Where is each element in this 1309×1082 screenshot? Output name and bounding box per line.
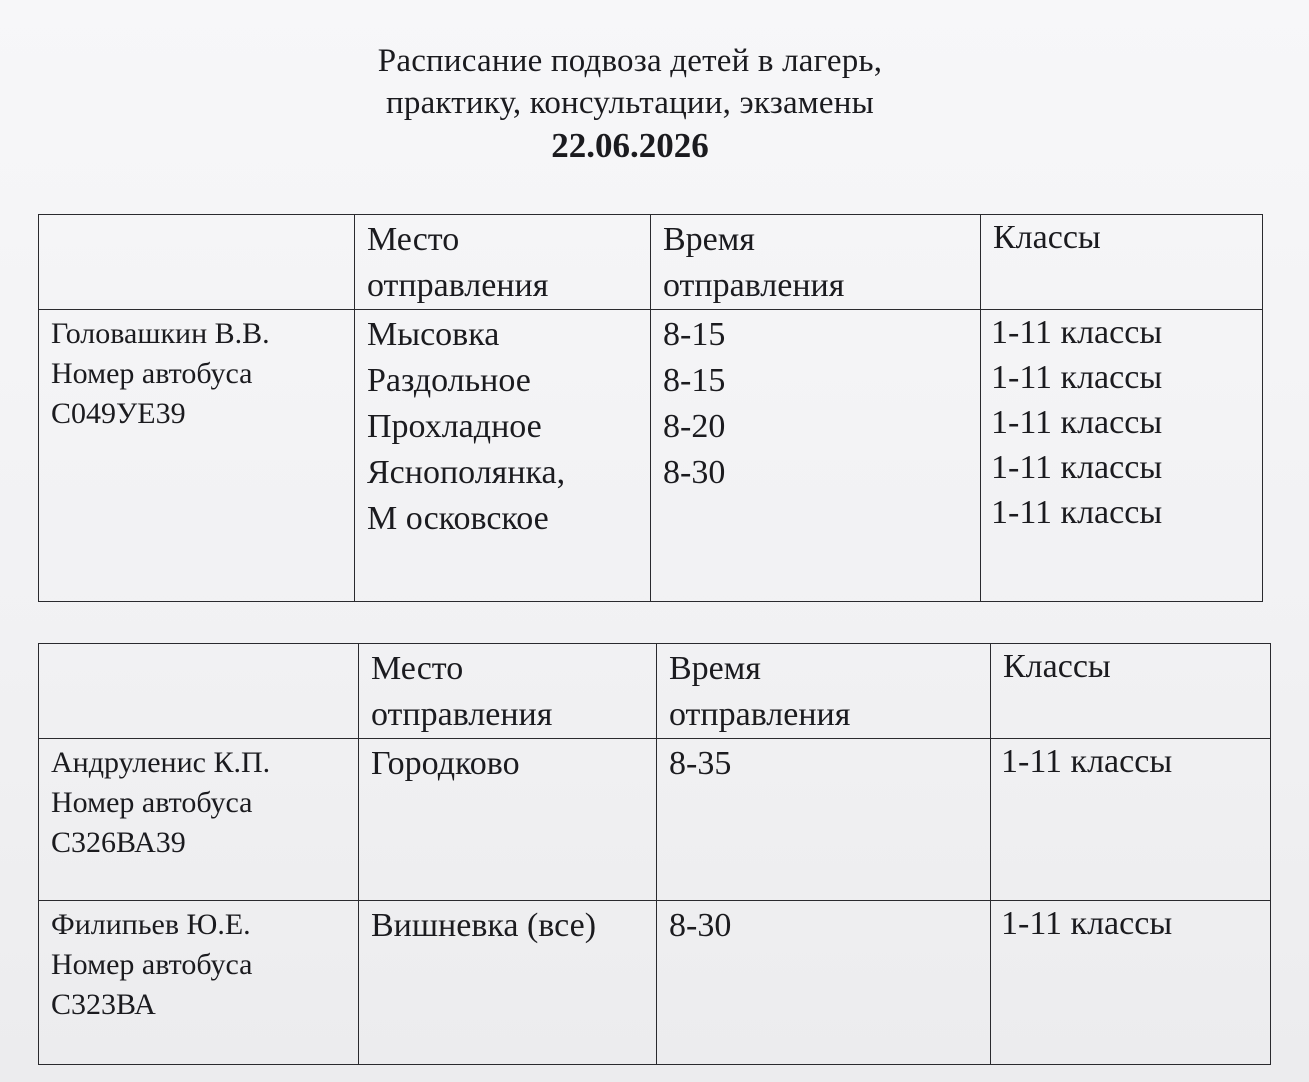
bus-label: Номер автобуса xyxy=(51,357,253,390)
places-cell xyxy=(355,310,651,602)
header-empty-cell xyxy=(39,215,355,310)
classes-item: 1-11 классы xyxy=(1001,743,1173,780)
schedule-table-2 xyxy=(38,643,1271,1065)
classes-cell xyxy=(991,739,1271,901)
header-classes xyxy=(981,215,1263,310)
classes-item: 1-11 классы xyxy=(991,404,1163,441)
classes-item: 1-11 классы xyxy=(991,314,1163,351)
header-place-line2: отправления xyxy=(371,696,553,733)
time-item: 8-30 xyxy=(663,454,726,491)
bus-number: С323ВА xyxy=(51,988,156,1021)
bus-label: Номер автобуса xyxy=(51,948,253,981)
place-item: Раздольное xyxy=(367,362,531,399)
time-item: 8-15 xyxy=(663,362,726,399)
time-cell xyxy=(657,739,991,901)
times-cell xyxy=(651,310,981,602)
time-item: 8-20 xyxy=(663,408,726,445)
bus-number: С049УЕ39 xyxy=(51,397,186,430)
header-time xyxy=(657,644,991,739)
header-place xyxy=(355,215,651,310)
time-cell xyxy=(657,901,991,1065)
time-item: 8-30 xyxy=(669,907,732,944)
title-date: 22.06.2026 xyxy=(551,126,709,165)
time-item: 8-35 xyxy=(669,745,732,782)
time-item: 8-15 xyxy=(663,316,726,353)
place-item: Вишневка (все) xyxy=(371,907,597,944)
classes-item: 1-11 классы xyxy=(991,359,1163,396)
header-time-line2: отправления xyxy=(663,267,845,304)
table-header-row xyxy=(39,215,1263,310)
header-classes-label: Классы xyxy=(993,219,1101,256)
place-item: Прохладное xyxy=(367,408,542,445)
header-empty-cell xyxy=(39,644,359,739)
driver-name: Филипьев Ю.Е. xyxy=(51,908,251,941)
header-time xyxy=(651,215,981,310)
classes-cell xyxy=(981,310,1263,602)
place-item: Городково xyxy=(371,745,520,782)
header-classes-label: Классы xyxy=(1003,648,1111,685)
table-header-row xyxy=(39,644,1271,739)
classes-item: 1-11 классы xyxy=(1001,905,1173,942)
classes-item: 1-11 классы xyxy=(991,494,1163,531)
place-item: М осковское xyxy=(367,500,549,537)
header-time-line2: отправления xyxy=(669,696,851,733)
header-place-line1: Место xyxy=(371,650,464,687)
bus-number: С326ВА39 xyxy=(51,826,186,859)
classes-cell xyxy=(991,901,1271,1065)
document-title xyxy=(0,40,1260,168)
place-cell xyxy=(359,739,657,901)
title-line-1: Расписание подвоза детей в лагерь, xyxy=(377,43,883,79)
bus-label: Номер автобуса xyxy=(51,786,253,819)
driver-cell xyxy=(39,310,355,602)
header-place xyxy=(359,644,657,739)
header-time-line1: Время xyxy=(663,221,755,258)
place-item: Мысовка xyxy=(367,316,500,353)
header-classes xyxy=(991,644,1271,739)
place-item: Яснополянка, xyxy=(367,454,566,491)
header-time-line1: Время xyxy=(669,650,761,687)
title-line-2: практику, консультации, экзамены xyxy=(386,85,874,121)
table-row xyxy=(39,901,1271,1065)
driver-name: Андруленис К.П. xyxy=(51,746,271,779)
driver-name: Головашкин В.В. xyxy=(51,317,270,350)
header-place-line2: отправления xyxy=(367,267,549,304)
driver-cell xyxy=(39,739,359,901)
schedule-table-1 xyxy=(38,214,1263,602)
table-row xyxy=(39,739,1271,901)
place-cell xyxy=(359,901,657,1065)
table-row xyxy=(39,310,1263,602)
classes-item: 1-11 классы xyxy=(991,449,1163,486)
header-place-line1: Место xyxy=(367,221,460,258)
driver-cell xyxy=(39,901,359,1065)
